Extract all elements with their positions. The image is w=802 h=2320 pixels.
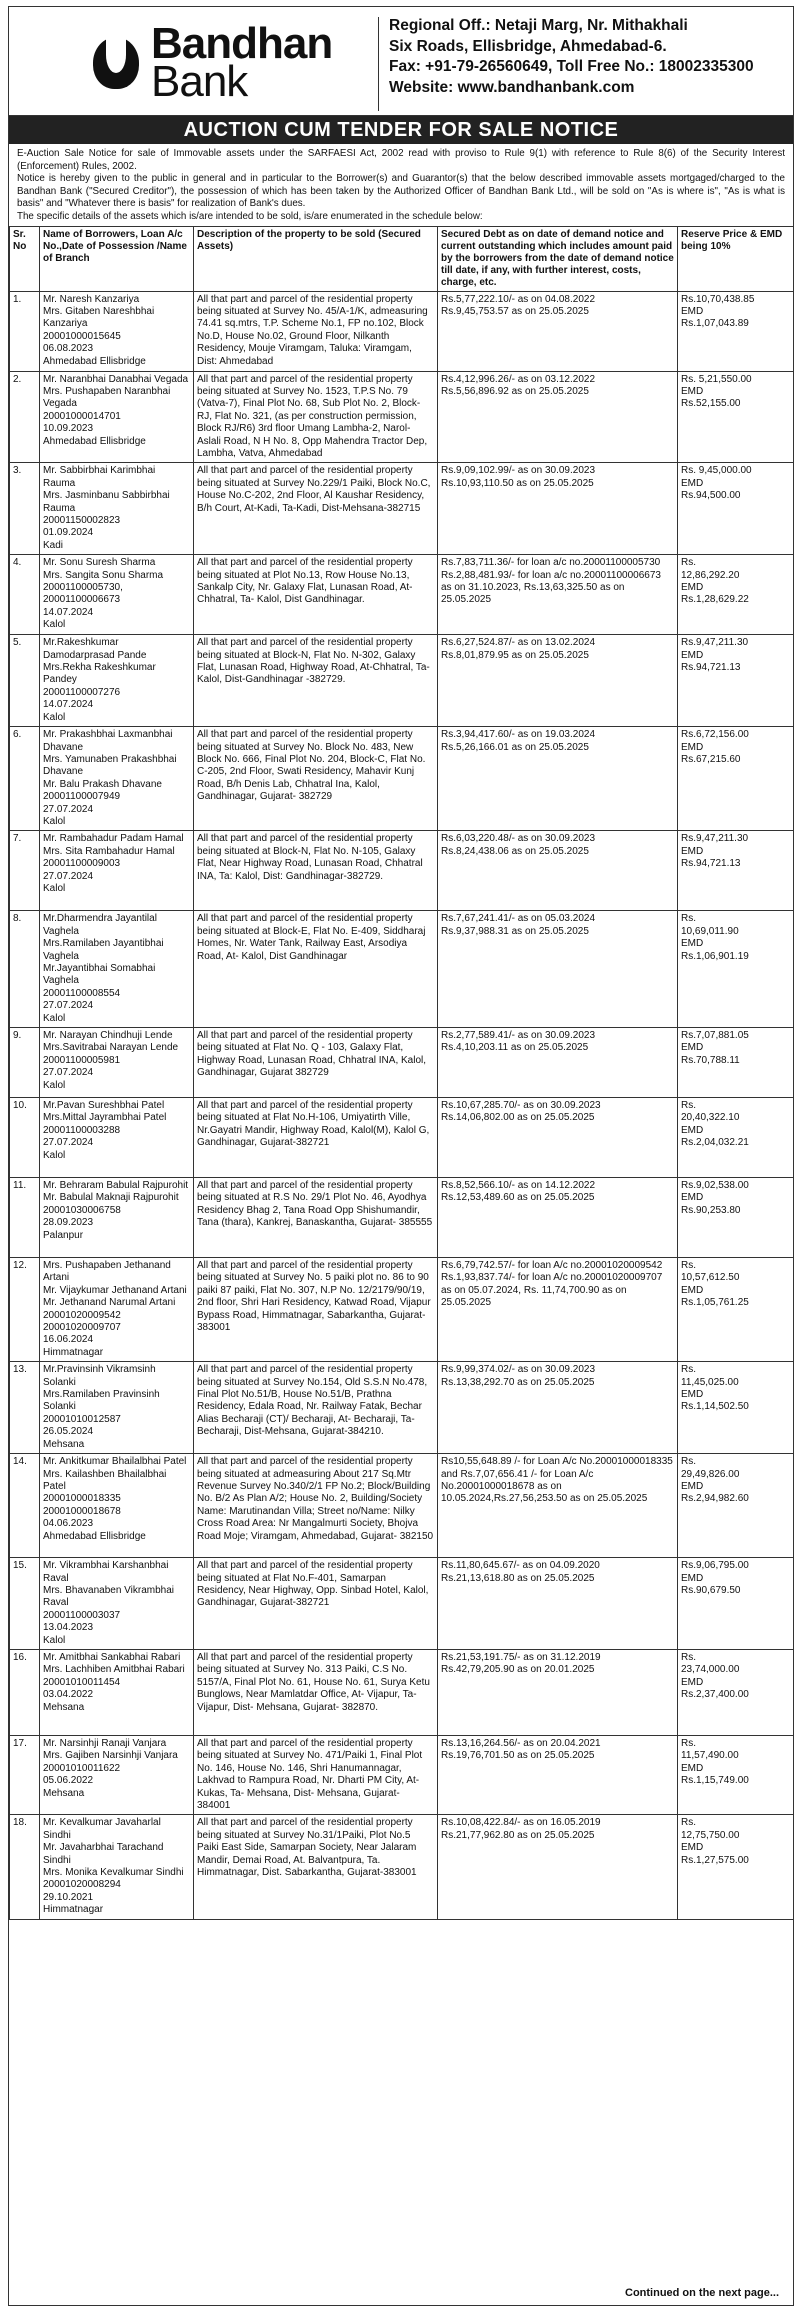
cell-sr: 1. <box>10 291 40 371</box>
table-row <box>10 1454 794 1558</box>
cell-borrower: Mr. Narsinhji Ranaji Vanjara Mrs. Gajiben Narsinhji Vanjara 20001010011622 05.06.2022 Mehsana <box>40 1735 194 1814</box>
cell-reserve: Rs. 5,21,550.00 EMD Rs.52,155.00 <box>678 371 794 463</box>
col-sr-no: Sr. No <box>10 226 40 291</box>
header-divider <box>378 17 379 111</box>
cell-debt: Rs.6,27,524.87/- as on 13.02.2024 Rs.8,01,879.95 as on 25.05.2025 <box>438 635 678 727</box>
cell-sr: 13. <box>10 1362 40 1454</box>
intro-paragraph: The specific details of the assets which is/are intended to be sold, is/are enumerated in the schedule below: <box>17 210 483 222</box>
table-row <box>10 1098 794 1178</box>
cell-borrower: Mr. Narayan Chindhuji Lende Mrs.Savitrabai Narayan Lende 20001100005981 27.07.2024 Kalol <box>40 1028 194 1098</box>
cell-property: All that part and parcel of the residential property being situated at Survey No. Block No. 483, New Block No. 666, Final Plot No. 204, Block-C, Flat No. C-205, 2nd Floor, Swati Residency, Mahavir Kunj Road, B/h Denis Lab, Chhatral Ina, Kalol, Gandhinagar, Gujarat- 382729 <box>194 727 438 831</box>
cell-property: All that part and parcel of the residential property being situated at Survey No.229/1 Paiki, Block No.C, House No.C-202, 2nd Floor, Al Kaushar Residency, B/h Court, At-Kadi, Ta-Kadi, Dist-Mehsana-382715 <box>194 463 438 555</box>
table-row <box>10 463 794 555</box>
cell-reserve: Rs. 12,75,750.00 EMD Rs.1,27,575.00 <box>678 1815 794 1919</box>
cell-reserve: Rs. 29,49,826.00 EMD Rs.2,94,982.60 <box>678 1454 794 1558</box>
cell-debt: Rs.10,67,285.70/- as on 30.09.2023 Rs.14,06,802.00 as on 25.05.2025 <box>438 1098 678 1178</box>
cell-borrower: Mr. Amitbhai Sankabhai Rabari Mrs. Lachhiben Amitbhai Rabari 20001010011454 03.04.2022 Mehsana <box>40 1649 194 1735</box>
cell-debt: Rs.9,99,374.02/- as on 30.09.2023 Rs.13,38,292.70 as on 25.05.2025 <box>438 1362 678 1454</box>
cell-borrower: Mr. Naranbhai Danabhai Vegada Mrs. Pushapaben Naranbhai Vegada 20001000014701 10.09.2023 Ahmedabad Ellisbridge <box>40 371 194 463</box>
office-line: Fax: +91-79-26560649, Toll Free No.: 18002335300 <box>389 58 754 75</box>
table-row <box>10 555 794 635</box>
cell-sr: 11. <box>10 1178 40 1258</box>
cell-debt: Rs.7,67,241.41/- as on 05.03.2024 Rs.9,37,988.31 as on 25.05.2025 <box>438 911 678 1028</box>
table-row <box>10 1362 794 1454</box>
cell-borrower: Mr. Prakashbhai Laxmanbhai Dhavane Mrs. Yamunaben Prakashbhai Dhavane Mr. Balu Prakash Dhavane 20001100007949 27.07.2024 Kalol <box>40 727 194 831</box>
cell-reserve: Rs.9,47,211.30 EMD Rs.94,721.13 <box>678 635 794 727</box>
cell-borrower: Mr.Dharmendra Jayantilal Vaghela Mrs.Ramilaben Jayantibhai Vaghela Mr.Jayantibhai Somabhai Vaghela 20001100008554 27.07.2024 Kalol <box>40 911 194 1028</box>
cell-reserve: Rs.9,06,795.00 EMD Rs.90,679.50 <box>678 1558 794 1650</box>
cell-borrower: Mr. Sabbirbhai Karimbhai Rauma Mrs. Jasminbanu Sabbirbhai Rauma 20001150002823 01.09.2024 Kadi <box>40 463 194 555</box>
cell-reserve: Rs. 20,40,322.10 EMD Rs.2,04,032.21 <box>678 1098 794 1178</box>
cell-property: All that part and parcel of the residential property being situated at Survey No. 313 Paiki, C.S No. 5157/A, Final Plot No. 61, House No. 61, Surya Ketu Bunglows, Near Mamlatdar Office, At- Vijapur, Ta- Vijapur, Dist- Mehsana, Gujarat- 382870. <box>194 1649 438 1735</box>
col-secured-debt: Secured Debt as on date of demand notice and current outstanding which includes amount paid by the borrowers from the date of demand notice till date, if any, with further interest, costs, charge, etc. <box>438 226 678 291</box>
cell-borrower: Mr. Kevalkumar Javaharlal Sindhi Mr. Javaharbhai Tarachand Sindhi Mrs. Monika Kevalkumar Sindhi 20001020008294 29.10.2021 Himmatnagar <box>40 1815 194 1919</box>
office-address <box>389 7 754 98</box>
cell-debt: Rs.21,53,191.75/- as on 31.12.2019 Rs.42,79,205.90 as on 20.01.2025 <box>438 1649 678 1735</box>
cell-sr: 16. <box>10 1649 40 1735</box>
cell-sr: 17. <box>10 1735 40 1814</box>
bank-name-line1: Bandhan <box>151 19 333 68</box>
website-link[interactable]: Website: www.bandhanbank.com <box>389 78 635 96</box>
cell-sr: 9. <box>10 1028 40 1098</box>
cell-sr: 18. <box>10 1815 40 1919</box>
cell-borrower: Mr. Naresh Kanzariya Mrs. Gitaben Nareshbhai Kanzariya 20001000015645 06.08.2023 Ahmedabad Ellisbridge <box>40 291 194 371</box>
table-row <box>10 1558 794 1650</box>
office-line: Regional Off.: Netaji Marg, Nr. Mithakhali <box>389 17 688 34</box>
cell-property: All that part and parcel of the residential property being situated at Flat No.H-106, Umiyatirth Ville, Nr.Gayatri Mandir, Highway Road, Kalol(M), Kalol G, Gandhinagar, Gujarat-382721 <box>194 1098 438 1178</box>
cell-sr: 2. <box>10 371 40 463</box>
bandhan-logo-icon <box>93 37 139 89</box>
intro-paragraph: Notice is hereby given to the public in general and in particular to the Borrower(s) and Guarantor(s) that the below described immovable assets mortgaged/charged to the Bandhan Bank ("Secured Creditor"), the possession of which has been taken by the Authorized Officer of Bandhan Bank Ltd., will be sold on "As is where is", "As is what is basis" and "Whatever there is basis" for realization of Bank's dues. <box>17 173 785 210</box>
cell-debt: Rs.2,77,589.41/- as on 30.09.2023 Rs.4,10,203.11 as on 25.05.2025 <box>438 1028 678 1098</box>
table-row <box>10 831 794 911</box>
cell-sr: 10. <box>10 1098 40 1178</box>
cell-debt: Rs.10,08,422.84/- as on 16.05.2019 Rs.21,77,962.80 as on 25.05.2025 <box>438 1815 678 1919</box>
cell-borrower: Mr. Ankitkumar Bhailalbhai Patel Mrs. Kailashben Bhailalbhai Patel 20001000018335 20001000018678 04.06.2023 Ahmedabad Ellisbridge <box>40 1454 194 1558</box>
cell-debt: Rs.11,80,645.67/- as on 04.09.2020 Rs.21,13,618.80 as on 25.05.2025 <box>438 1558 678 1650</box>
cell-debt: Rs.4,12,996.26/- as on 03.12.2022 Rs.5,56,896.92 as on 25.05.2025 <box>438 371 678 463</box>
cell-sr: 6. <box>10 727 40 831</box>
cell-reserve: Rs. 12,86,292.20 EMD Rs.1,28,629.22 <box>678 555 794 635</box>
table-row <box>10 1028 794 1098</box>
table-row <box>10 1649 794 1735</box>
cell-property: All that part and parcel of the residential property being situated at Survey No. 1523, T.P.S No. 79 (Vatva-7), Final Plot No. 68, Sub Plot No. 2, Block- RJ, Flat No. 321, (as per construction permission, Block RJ/R6) 3rd floor Umang Lambha-2, Narol-Aslali Road, N H No. 8, Opp Mahendra Tractor Dep, Lambha, Vatva, Ahmedabad <box>194 371 438 463</box>
cell-property: All that part and parcel of the residential property being situated at admeasuring About 217 Sq.Mtr Revenue Survey No.340/2/1 FP No.2; Block/Building No. B/2 As Plan A/2; House No. 2, Building/Society Name: Marutinandan Villa; Street no/Name: Nilky Cross Road Area: Nr Mangalmurti Society, Bhojva Road Moje; Viramgam, Ahmedabad, Gujarat- 382150 <box>194 1454 438 1558</box>
cell-reserve: Rs. 23,74,000.00 EMD Rs.2,37,400.00 <box>678 1649 794 1735</box>
table-row <box>10 635 794 727</box>
cell-property: All that part and parcel of the residential property being situated at Survey No. 471/Paiki 1, Final Plot No. 146, House No. 146, Shri Hanumannagar, Lakhvad to Rampura Road, Nr. Dharti PM City, At- Kukas, Ta- Mehsana, Dist- Mehsana, Gujarat- 384001 <box>194 1735 438 1814</box>
cell-reserve: Rs. 9,45,000.00 EMD Rs.94,500.00 <box>678 463 794 555</box>
cell-reserve: Rs.7,07,881.05 EMD Rs.70,788.11 <box>678 1028 794 1098</box>
cell-property: All that part and parcel of the residential property being situated at Flat No.F-401, Samarpan Residency, Near Highway, Opp. Sinbad Hotel, Kalol, Gandhinagar, Gujarat-382721 <box>194 1558 438 1650</box>
cell-debt: Rs.3,94,417.60/- as on 19.03.2024 Rs.5,26,166.01 as on 25.05.2025 <box>438 727 678 831</box>
table-row <box>10 1735 794 1814</box>
cell-debt: Rs10,55,648.89 /- for Loan A/c No.20001000018335 and Rs.7,07,656.41 /- for Loan A/c No.20001000018678 as on 10.05.2024,Rs.27,56,253.50 as on 25.05.2025 <box>438 1454 678 1558</box>
table-row <box>10 371 794 463</box>
cell-property: All that part and parcel of the residential property being situated at Block-N, Flat No. N-302, Galaxy Flat, Lunasan Road, Highway Road, At-Chhatral, Ta-Kalol, Dist-Gandhinagar -382729. <box>194 635 438 727</box>
cell-debt: Rs.13,16,264.56/- as on 20.04.2021 Rs.19,76,701.50 as on 25.05.2025 <box>438 1735 678 1814</box>
table-header-row <box>10 226 794 291</box>
table-row <box>10 1258 794 1362</box>
cell-reserve: Rs. 10,69,011.90 EMD Rs.1,06,901.19 <box>678 911 794 1028</box>
cell-sr: 8. <box>10 911 40 1028</box>
cell-property: All that part and parcel of the residential property being situated at Survey No.154, Old S.S.N No.478, Final Plot No.51/B, House No.51/B, Prathna Residency, Edala Road, Nr. Railway Fatak, Bechar Alias Becharaji (CT)/ Becharaji, At- Becharaji, Ta-Becharaji, Dist-Mehsana, Gujarat-384210. <box>194 1362 438 1454</box>
cell-property: All that part and parcel of the residential property being situated at Survey No.31/1Paiki, Plot No.5 Paiki East Side, Samarpan Society, Near Jalaram Mandir, Demai Road, At. Balvantpura, Ta. Himmatnagar, Dist. Sabarkantha, Gujarat-383001 <box>194 1815 438 1919</box>
intro-text <box>9 144 793 226</box>
cell-sr: 14. <box>10 1454 40 1558</box>
cell-property: All that part and parcel of the residential property being situated at Block-E, Flat No. E-409, Siddharaj Homes, Nr. Water Tank, Railway East, Arsodiya Road, At- Kalol, Dist Gandhinagar <box>194 911 438 1028</box>
col-property: Description of the property to be sold (Secured Assets) <box>194 226 438 291</box>
cell-debt: Rs.7,83,711.36/- for loan a/c no.20001100005730 Rs.2,88,481.93/- for loan a/c no.20001100006673 as on 31.10.2023, Rs.13,63,325.50 as on 25.05.2025 <box>438 555 678 635</box>
intro-paragraph: E-Auction Sale Notice for sale of Immovable assets under the SARFAESI Act, 2002 read with proviso to Rule 9(1) with reference to Rule 8(6) of the Security Interest (Enforcement) Rules, 2002. <box>17 148 785 172</box>
cell-property: All that part and parcel of the residential property being situated at Plot No.13, Row House No.13, Sankalp City, Nr. Galaxy Flat, Lunasan Road, At-Chhatral, Ta- Kalol, Dist Gandhinagar. <box>194 555 438 635</box>
cell-borrower: Mr. Rambahadur Padam Hamal Mrs. Sita Rambahadur Hamal 20001100009003 27.07.2024 Kalol <box>40 831 194 911</box>
cell-debt: Rs.5,77,222.10/- as on 04.08.2022 Rs.9,45,753.57 as on 25.05.2025 <box>438 291 678 371</box>
cell-sr: 4. <box>10 555 40 635</box>
cell-property: All that part and parcel of the residential property being situated at Survey No. 5 paiki plot no. 86 to 90 paiki 87 paiki, Flat No. 307, N.P No. 12/2179/90/19, 2nd floor, Shri Hari Residency, Katwad Road, Vijapur Bypass Road, Himmatnagar, Sabarkantha, Gujarat-383001 <box>194 1258 438 1362</box>
bank-name-line2: Bank <box>151 57 248 106</box>
cell-borrower: Mr. Sonu Suresh Sharma Mrs. Sangita Sonu Sharma 20001100005730, 20001100006673 14.07.2024 Kalol <box>40 555 194 635</box>
table-row <box>10 911 794 1028</box>
cell-debt: Rs.9,09,102.99/- as on 30.09.2023 Rs.10,93,110.50 as on 25.05.2025 <box>438 463 678 555</box>
notice-title: AUCTION CUM TENDER FOR SALE NOTICE <box>9 116 793 144</box>
bank-name <box>151 19 333 106</box>
cell-reserve: Rs. 10,57,612.50 EMD Rs.1,05,761.25 <box>678 1258 794 1362</box>
cell-reserve: Rs. 11,57,490.00 EMD Rs.1,15,749.00 <box>678 1735 794 1814</box>
cell-debt: Rs.6,03,220.48/- as on 30.09.2023 Rs.8,24,438.06 as on 25.05.2025 <box>438 831 678 911</box>
continued-note: Continued on the next page... <box>625 2287 779 2299</box>
cell-property: All that part and parcel of the residential property being situated at Flat No. Q - 103, Galaxy Flat, Highway Road, Lunasan Road, Chhatral INA, Kalol, Gandhinagar, Gujarat 382729 <box>194 1028 438 1098</box>
notice-page <box>8 6 794 2306</box>
cell-reserve: Rs.9,47,211.30 EMD Rs.94,721.13 <box>678 831 794 911</box>
cell-borrower: Mr.Rakeshkumar Damodarprasad Pande Mrs.Rekha Rakeshkumar Pandey 20001100007276 14.07.2024 Kalol <box>40 635 194 727</box>
table-row <box>10 727 794 831</box>
cell-borrower: Mr.Pravinsinh Vikramsinh Solanki Mrs.Ramilaben Pravinsinh Solanki 20001010012587 26.05.2024 Mehsana <box>40 1362 194 1454</box>
col-reserve-price: Reserve Price & EMD being 10% <box>678 226 794 291</box>
bank-logo <box>9 7 378 106</box>
table-row <box>10 291 794 371</box>
cell-reserve: Rs.10,70,438.85 EMD Rs.1,07,043.89 <box>678 291 794 371</box>
cell-borrower: Mr. Vikrambhai Karshanbhai Raval Mrs. Bhavanaben Vikrambhai Raval 20001100003037 13.04.2023 Kalol <box>40 1558 194 1650</box>
cell-debt: Rs.6,79,742.57/- for loan A/c no.20001020009542 Rs.1,93,837.74/- for loan A/c no.20001020009707 as on 05.07.2024, Rs. 11,74,700.90 as on 25.05.2025 <box>438 1258 678 1362</box>
cell-sr: 5. <box>10 635 40 727</box>
cell-borrower: Mr. Behraram Babulal Rajpurohit Mr. Babulal Maknaji Rajpurohit 20001030006758 28.09.2023 Palanpur <box>40 1178 194 1258</box>
notice-header <box>9 7 793 116</box>
cell-sr: 3. <box>10 463 40 555</box>
cell-reserve: Rs. 11,45,025.00 EMD Rs.1,14,502.50 <box>678 1362 794 1454</box>
cell-reserve: Rs.9,02,538.00 EMD Rs.90,253.80 <box>678 1178 794 1258</box>
cell-property: All that part and parcel of the residential property being situated at Block-N, Flat No. N-105, Galaxy Flat, Near Highway Road, Lunasan Road, Chhatral INA, Ta: Kalol, Dist: Gandhinagar-382729. <box>194 831 438 911</box>
cell-borrower: Mr.Pavan Sureshbhai Patel Mrs.Mittal Jayrambhai Patel 20001100003288 27.07.2024 Kalol <box>40 1098 194 1178</box>
auction-schedule-table <box>9 226 794 1920</box>
cell-borrower: Mrs. Pushapaben Jethanand Artani Mr. Vijaykumar Jethanand Artani Mr. Jethanand Narumal Artani 20001020009542 20001020009707 16.06.2024 Himmatnagar <box>40 1258 194 1362</box>
cell-sr: 12. <box>10 1258 40 1362</box>
cell-debt: Rs.8,52,566.10/- as on 14.12.2022 Rs.12,53,489.60 as on 25.05.2025 <box>438 1178 678 1258</box>
cell-reserve: Rs.6,72,156.00 EMD Rs.67,215.60 <box>678 727 794 831</box>
office-line: Six Roads, Ellisbridge, Ahmedabad-6. <box>389 37 667 55</box>
table-row <box>10 1178 794 1258</box>
cell-sr: 7. <box>10 831 40 911</box>
col-borrower: Name of Borrowers, Loan A/c No.,Date of Possession /Name of Branch <box>40 226 194 291</box>
table-row <box>10 1815 794 1919</box>
cell-property: All that part and parcel of the residential property being situated at R.S No. 29/1 Plot No. 46, Ayodhya Residency Bhag 2, Tana Road Opp Shishumandir, Tana (thara), Kankrej, Banaskantha, Gujarat- 385555 <box>194 1178 438 1258</box>
cell-property: All that part and parcel of the residential property being situated at Survey No. 45/A-1/K, admeasuring 74.41 sq.mtrs, T.P. Scheme No.1, FP no.102, Block No.D, House No.02, Ground Floor, Nilkanth Residency, Mouje Viramgam, Taluka: Viramgam, Dist: Ahmedabad <box>194 291 438 371</box>
cell-sr: 15. <box>10 1558 40 1650</box>
